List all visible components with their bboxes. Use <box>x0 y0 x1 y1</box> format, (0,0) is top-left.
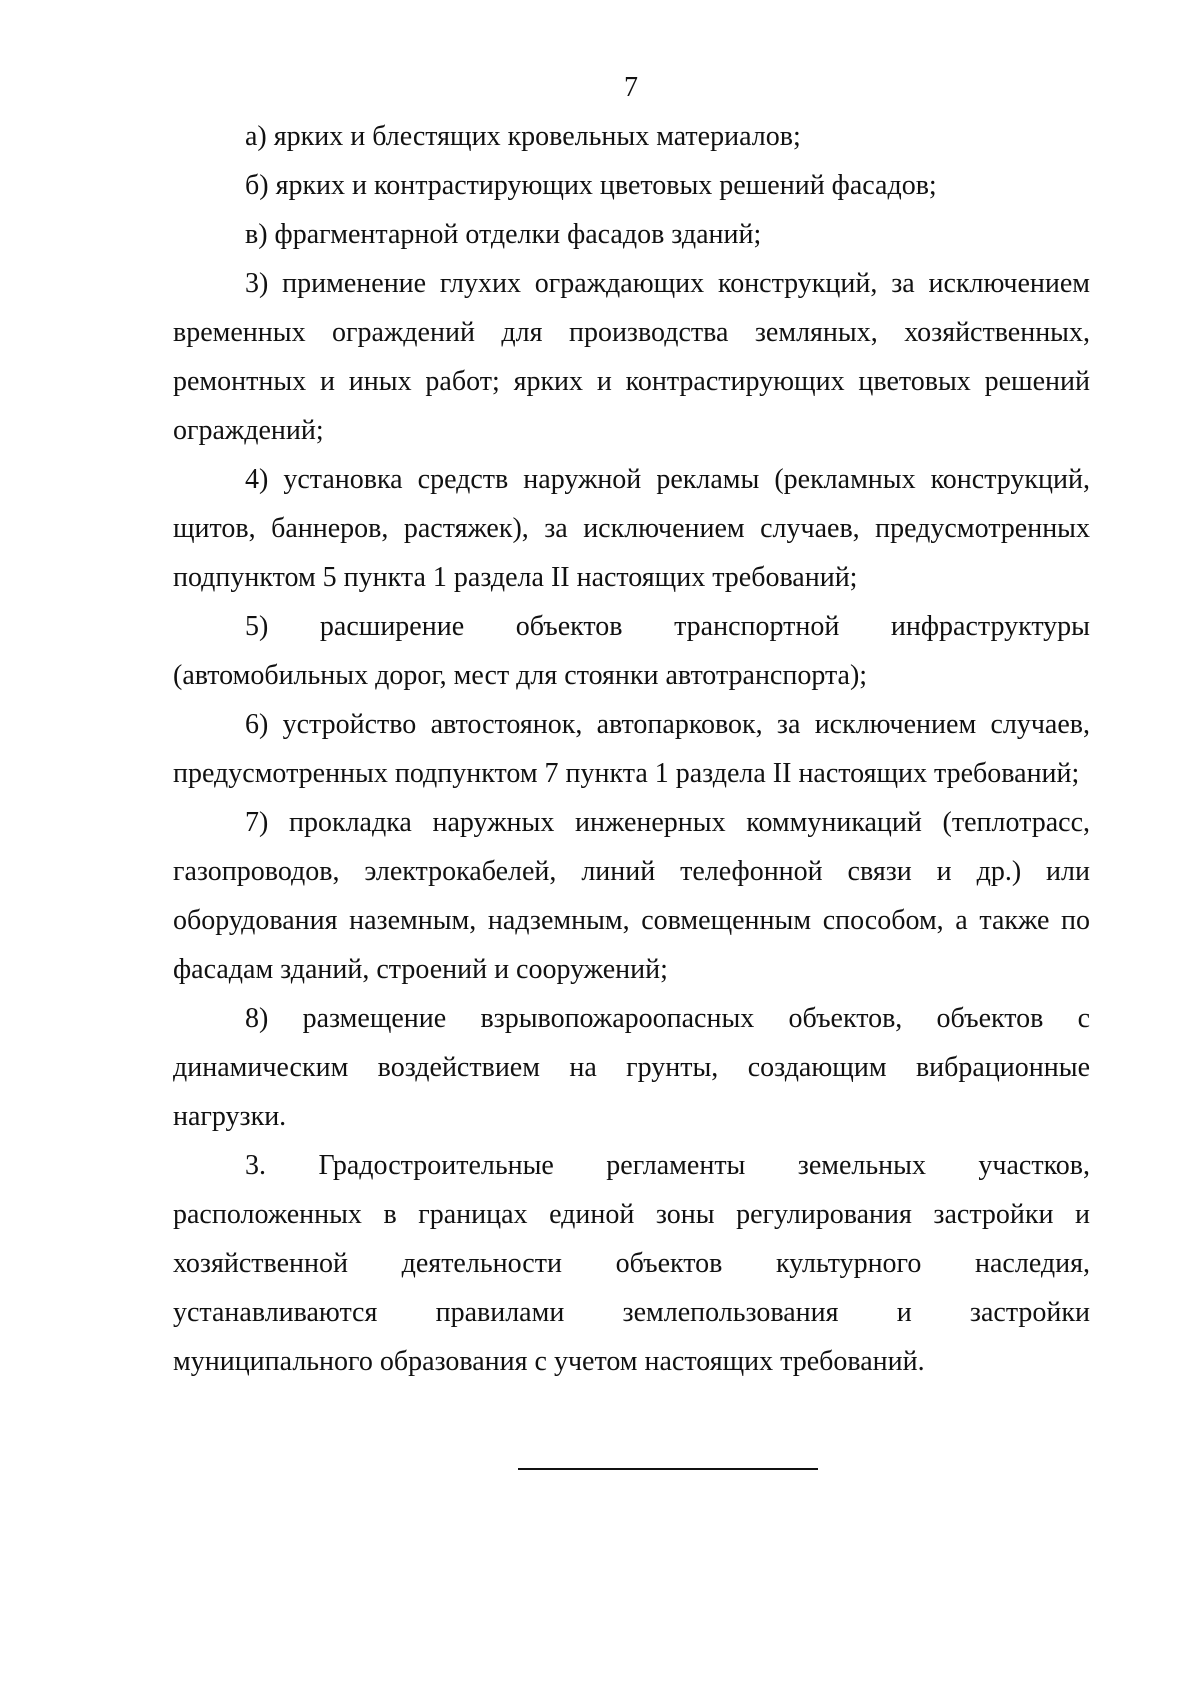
list-item-8: 8) размещение взрывопожароопасных объектов, объектов с динамическим воздействием на грунты, создающим вибрационные нагрузки. <box>173 1003 1090 1132</box>
list-item-3: 3) применение глухих ограждающих конструкций, за исключением временных ограждений для производства земляных, хозяйственных, ремонтных и иных работ; ярких и контрастирующих цветовых решений ограждений; <box>173 268 1090 446</box>
list-item-4: 4) установка средств наружной рекламы (рекламных конструкций, щитов, баннеров, растяжек), за исключением случаев, предусмотренных подпунктом 5 пункта 1 раздела II настоящих требований; <box>173 464 1090 593</box>
document-body <box>173 112 1090 1386</box>
list-item-5: 5) расширение объектов транспортной инфраструктуры (автомобильных дорог, мест для стоянки автотранспорта); <box>173 611 1090 691</box>
list-item-7: 7) прокладка наружных инженерных коммуникаций (теплотрасс, газопроводов, электрокабелей, линий телефонной связи и др.) или оборудования наземным, надземным, совмещенным способом, а также по фасадам зданий, строений и сооружений; <box>173 807 1090 985</box>
list-item-a: а) ярких и блестящих кровельных материалов; <box>245 121 801 152</box>
list-item-6: 6) устройство автостоянок, автопарковок, за исключением случаев, предусмотренных подпунктом 7 пункта 1 раздела II настоящих требований; <box>173 709 1090 789</box>
page-number: 7 <box>624 72 638 103</box>
list-item-b: б) ярких и контрастирующих цветовых решений фасадов; <box>245 170 937 201</box>
section-paragraph-3: 3. Градостроительные регламенты земельных участков, расположенных в границах единой зоны регулирования застройки и хозяйственной деятельности объектов культурного наследия, устанавливаются правилами землепользования и застройки муниципального образования с учетом настоящих требований. <box>173 1150 1090 1377</box>
list-item-c: в) фрагментарной отделки фасадов зданий; <box>245 219 762 250</box>
end-separator-line <box>518 1468 818 1470</box>
